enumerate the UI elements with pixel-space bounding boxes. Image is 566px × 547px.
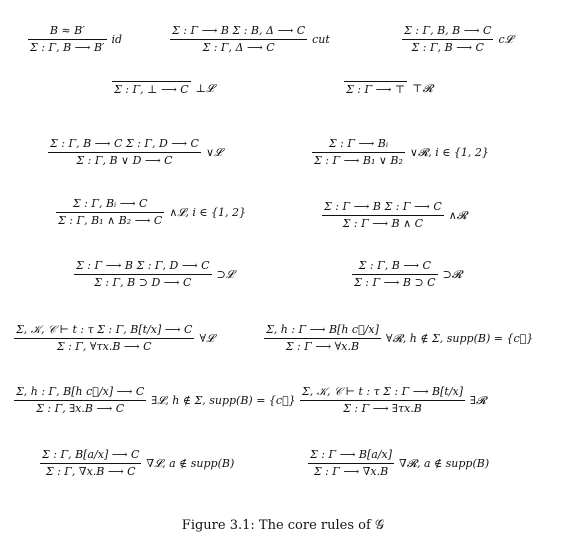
- rule-orR: [312, 137, 489, 168]
- rule-conclusion: Σ : Γ ⟶ ∃τx.B: [343, 402, 422, 415]
- inference-line: [322, 215, 444, 216]
- rule-label: ∧𝓡: [448, 208, 468, 222]
- rule-premise: Σ : Γ, Bᵢ ⟶ C: [72, 197, 148, 210]
- rule-cL-fraction: [402, 24, 493, 55]
- rule-cL: [402, 24, 513, 55]
- rule-conclusion: Σ : Γ ⟶ B₁ ∨ B₂: [314, 154, 403, 167]
- rule-premise: Σ : Γ, B ⟶ C: [358, 259, 431, 272]
- rule-premise: Σ : Γ ⟶ B Σ : B, Δ ⟶ C: [172, 24, 306, 37]
- inference-line: [308, 463, 394, 464]
- rule-premise: Σ : Γ ⟶ B Σ : Γ ⟶ C: [324, 200, 442, 213]
- rule-id-fraction: [28, 24, 107, 55]
- rule-conclusion: Σ : Γ, ∃x.B ⟶ C: [36, 402, 125, 415]
- rule-conclusion: Σ : Γ ⟶ B ∧ C: [342, 217, 424, 230]
- rule-orL: [48, 137, 222, 168]
- rule-label: ∨𝓡, i ∈ {1, 2}: [409, 145, 489, 159]
- rule-label: ∀𝓛: [199, 331, 215, 345]
- rule-conclusion: Σ : Γ, B₁ ∧ B₂ ⟶ C: [58, 214, 163, 227]
- rule-premise: Σ, h : Γ, B[h c⃗/x] ⟶ C: [16, 385, 145, 398]
- rule-conclusion: Σ : Γ, B ⊃ D ⟶ C: [94, 276, 192, 289]
- rule-botL-fraction: [112, 80, 191, 97]
- inference-line: [402, 39, 493, 40]
- rule-label: ∨𝓛: [205, 145, 223, 159]
- rule-forallR-fraction: [264, 323, 381, 354]
- rule-impL: [74, 259, 234, 290]
- rule-nablaL: [40, 448, 234, 479]
- rule-conclusion: Σ : Γ, ⊥ ⟶ C: [114, 83, 189, 96]
- inference-line: [74, 274, 212, 275]
- rule-premise: Σ, h : Γ ⟶ B[h c⃗/x]: [266, 323, 379, 336]
- rule-orL-fraction: [48, 137, 201, 168]
- inference-line: [300, 400, 465, 401]
- rule-label: ⊤𝓡: [412, 81, 433, 95]
- rule-botL: [112, 80, 214, 97]
- rule-conclusion: Σ : Γ ⟶ ∀x.B: [285, 340, 360, 353]
- inference-line: [312, 152, 405, 153]
- rule-conclusion: Σ : Γ, B ⟶ B′: [30, 41, 105, 54]
- rule-conclusion: Σ : Γ, ∇x.B ⟶ C: [45, 465, 136, 478]
- rule-forallL: [14, 323, 214, 354]
- rule-premise: Σ : Γ, B, B ⟶ C: [404, 24, 492, 37]
- rule-label: ⊃𝓛: [216, 267, 234, 281]
- inference-line: [14, 338, 194, 339]
- rule-topR-fraction: [344, 80, 407, 97]
- rule-existsR: [300, 385, 486, 416]
- rule-conclusion: Σ : Γ, B ⟶ C: [411, 41, 484, 54]
- rule-label: ∃𝓡: [470, 393, 487, 407]
- rule-label: cut: [312, 33, 330, 46]
- rule-nablaL-fraction: [40, 448, 141, 479]
- rule-conclusion: Σ : Γ, Δ ⟶ C: [202, 41, 275, 54]
- rule-id: [28, 24, 122, 55]
- rule-label: ∇𝓛, a ∉ supp(B): [146, 456, 235, 470]
- rule-label: ∃𝓛, h ∉ Σ, supp(B) = {c⃗}: [151, 393, 296, 407]
- rule-impR-fraction: [352, 259, 438, 290]
- rule-label: ⊃𝓡: [442, 267, 463, 281]
- rule-forallL-fraction: [14, 323, 194, 354]
- rule-impR: [352, 259, 462, 290]
- rule-conclusion: Σ : Γ ⟶ ∇x.B: [313, 465, 389, 478]
- rule-orR-fraction: [312, 137, 405, 168]
- inference-line: [264, 338, 381, 339]
- rule-premise: Σ : Γ ⟶ B[a/x]: [310, 448, 393, 461]
- rule-label: ∀𝓡, h ∉ Σ, supp(B) = {c⃗}: [385, 331, 534, 345]
- rule-label: c𝓛: [498, 32, 513, 46]
- rule-andL-fraction: [56, 197, 164, 228]
- rule-andR: [322, 200, 467, 231]
- rule-conclusion: Σ : Γ ⟶ B ⊃ C: [354, 276, 436, 289]
- rule-forallR: [264, 323, 533, 354]
- inference-line: [112, 81, 191, 82]
- rule-label: ⊥𝓛: [195, 81, 214, 95]
- inference-line: [14, 400, 146, 401]
- rule-andR-fraction: [322, 200, 444, 231]
- rule-premise: Σ : Γ ⟶ B Σ : Γ, D ⟶ C: [76, 259, 210, 272]
- inference-line: [40, 463, 141, 464]
- rule-nablaR-fraction: [308, 448, 394, 479]
- inference-line: [48, 152, 201, 153]
- rule-label: ∧𝓛, i ∈ {1, 2}: [169, 205, 246, 219]
- rule-premise: Σ : Γ, B ⟶ C Σ : Γ, D ⟶ C: [50, 137, 199, 150]
- rule-conclusion: Σ : Γ, ∀τx.B ⟶ C: [56, 340, 152, 353]
- rule-label: id: [111, 33, 123, 46]
- rule-cut-fraction: [170, 24, 307, 55]
- inference-line: [344, 81, 407, 82]
- inference-line: [28, 39, 107, 40]
- rule-premise: B ≈ B′: [49, 24, 85, 37]
- figure-caption: Figure 3.1: The core rules of 𝒢: [181, 518, 385, 533]
- rule-premise: Σ : Γ ⟶ Bᵢ: [328, 137, 389, 150]
- rule-nablaR: [308, 448, 489, 479]
- rule-label: ∇𝓡, a ∉ supp(B): [399, 456, 490, 470]
- rule-cut: [170, 24, 330, 55]
- rule-premise: Σ, 𝒦, 𝒞 ⊢ t : τ Σ : Γ, B[t/x] ⟶ C: [16, 323, 193, 336]
- inference-line: [352, 274, 438, 275]
- rule-conclusion: Σ : Γ, B ∨ D ⟶ C: [76, 154, 173, 167]
- rule-conclusion: Σ : Γ ⟶ ⊤: [346, 83, 406, 96]
- rule-existsL: [14, 385, 296, 416]
- rule-premise: Σ, 𝒦, 𝒞 ⊢ t : τ Σ : Γ ⟶ B[t/x]: [302, 385, 464, 398]
- rule-andL: [56, 197, 246, 228]
- rule-impL-fraction: [74, 259, 212, 290]
- rule-existsR-fraction: [300, 385, 465, 416]
- rule-premise: Σ : Γ, B[a/x] ⟶ C: [42, 448, 140, 461]
- rule-existsL-fraction: [14, 385, 146, 416]
- inference-line: [170, 39, 307, 40]
- rule-topR: [344, 80, 433, 97]
- inference-line: [56, 212, 164, 213]
